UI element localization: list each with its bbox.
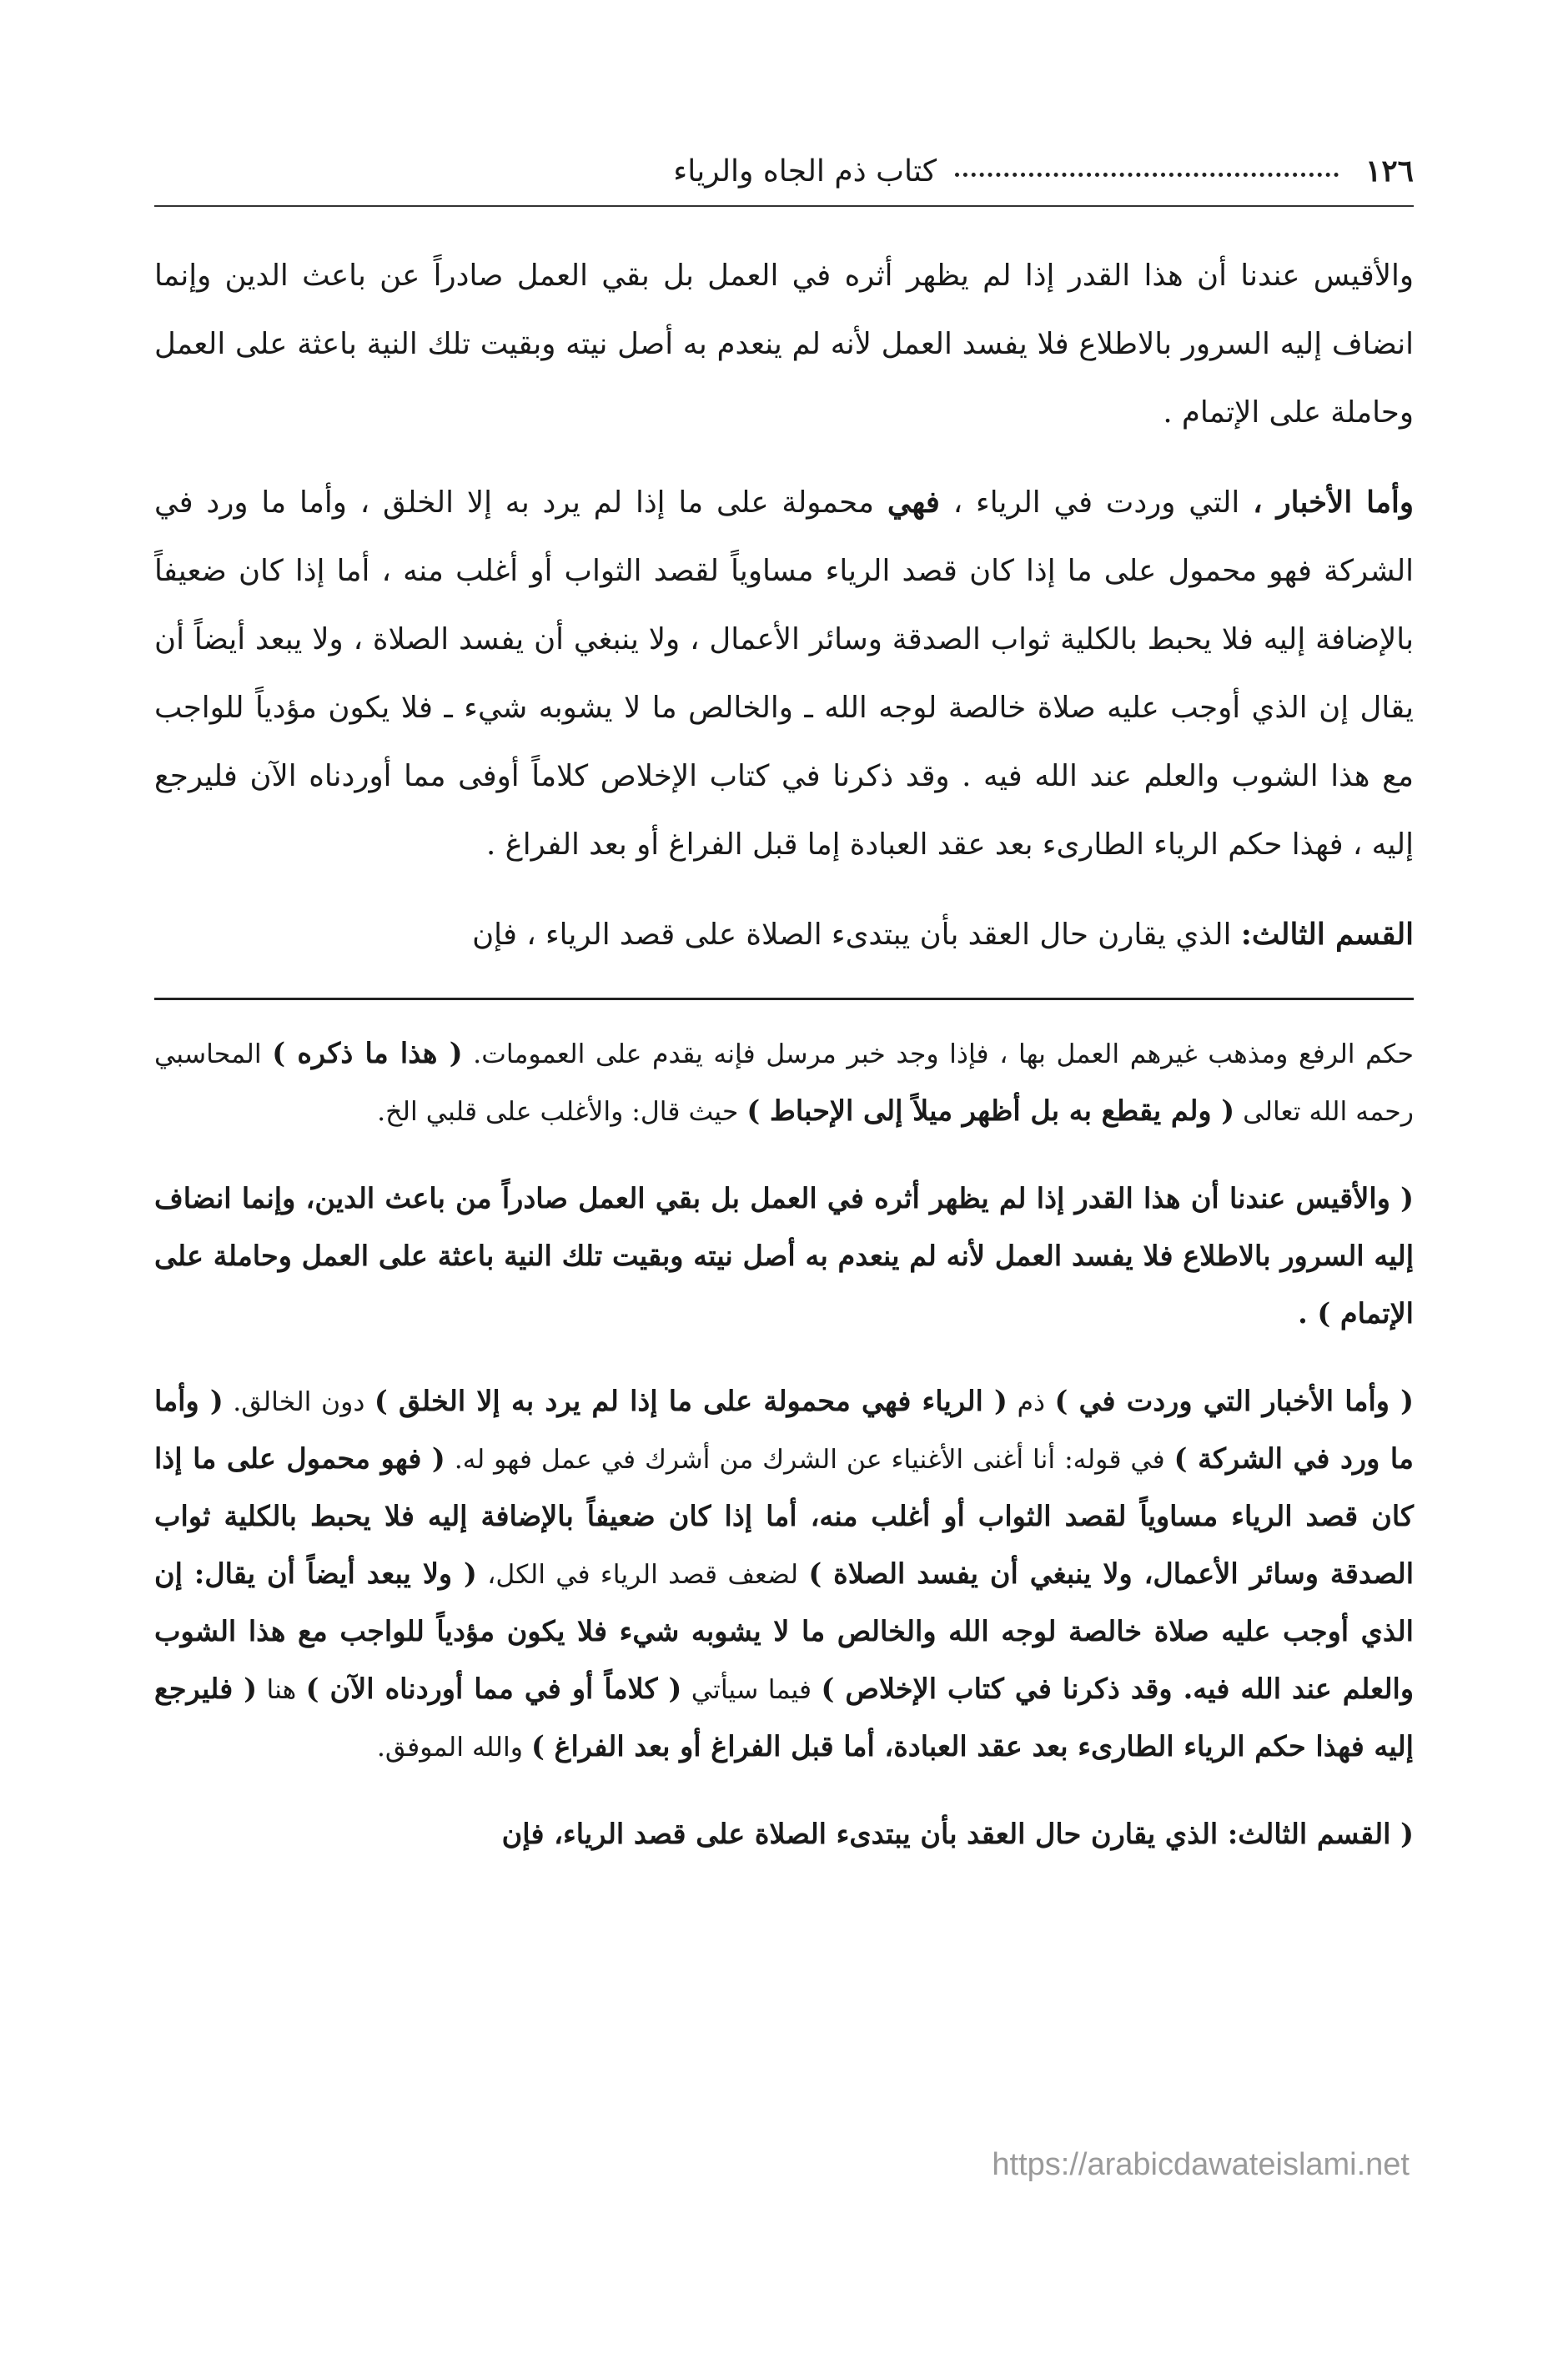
text-run: والأقيس عندنا أن هذا القدر إذا لم يظهر أثره في العمل بل بقي العمل صادراً عن باعث الدين وإنما انضاف إليه السرور بالاطلاع فلا يفسد العمل لأنه لم ينعدم به أصل نيته وبقيت تلك النية باعثة على العمل وحاملة على الإتمام . [154,259,1414,430]
bold-text-run: القسم الثالث: [1240,918,1414,952]
bold-text-run: ( فهو محمول على ما إذا كان قصد الرياء مساوياً لقصد الثواب أو أغلب منه، أما إذا كان ضعيفاً بالإضافة إليه فلا يحبط بالكلية ثواب الصدقة وسائر الأعمال، ولا ينبغي أن يفسد الصلاة ) [154,1442,1414,1590]
bold-text-run: ( وأما ما ورد في الشركة ) [154,1385,1414,1475]
main-paragraph [154,469,1414,879]
text-run: فيما سيأتي [681,1675,822,1705]
page-header [154,142,1414,200]
text-run: ذم [1007,1387,1055,1417]
text-run: هنا [257,1675,306,1705]
text-run: والله الموفق. [376,1733,531,1763]
page-number: ١٢٦ [1364,153,1414,189]
running-title: كتاب ذم الجاه والرياء [673,153,937,189]
commentary-paragraph [154,1373,1414,1776]
bold-text-run: ( كلاماً أو في مما أوردناه الآن ) [305,1672,682,1705]
commentary-paragraph [154,1025,1414,1140]
text-run: الذي يقارن حال العقد بأن يبتدىء الصلاة على قصد الرياء ، فإن [472,918,1241,952]
header-rule [154,205,1414,207]
bold-text-run: ( فليرجع إليه فهذا حكم الرياء الطارىء بعد عقد العبادة، أما قبل الفراغ أو بعد الفراغ ) [154,1672,1414,1763]
commentary-paragraph [154,1170,1414,1343]
header-dot-leader [955,173,1339,177]
bold-text-run: ( الرياء فهي محمولة على ما إذا لم يرد به إلا الخلق ) [374,1385,1008,1417]
main-text [154,242,1414,969]
text-run: دون الخالق. [223,1387,374,1417]
bold-text-run: ( هذا ما ذكره ) [272,1037,463,1069]
text-run: المحاسبي رحمه الله تعالى [154,1039,1414,1127]
text-run: في قوله: أنا أغنى الأغنياء عن الشرك من أشرك في عمل فهو له. [445,1445,1174,1475]
text-run: محمولة على ما إذا لم يرد به إلا الخلق ، وأما ما ورد في الشركة فهو محمول على ما إذا كان قصد الرياء مساوياً لقصد الثواب أو أغلب منه ، أما إذا كان ضعيفاً بالإضافة إليه فلا يحبط بالكلية ثواب الصدقة وسائر الأعمال ، ولا ينبغي أن يفسد الصلاة ، ولا يبعد أيضاً أن يقال إن الذي أوجب عليه صلاة خالصة لوجه الله ـ والخالص ما لا يشوبه شيء ـ فلا يكون مؤدياً للواجب مع هذا الشوب والعلم عند الله فيه . وقد ذكرنا في كتاب الإخلاص كلاماً أوفى مما أوردناه الآن فليرجع إليه ، فهذا حكم الرياء الطارىء بعد عقد العبادة إما قبل الفراغ أو بعد الفراغ . [154,485,1414,862]
bold-text-run: وأما الأخبار ، [1253,485,1414,520]
text-run: حيث قال: والأغلب على قلبي الخ. [377,1097,747,1127]
bold-text-run: ( ولم يقطع به بل أظهر ميلاً إلى الإحباط ) [746,1094,1235,1127]
main-paragraph [154,901,1414,969]
watermark-url: https://arabicdawateislami.net [992,2147,1410,2182]
bold-text-run: ( وأما الأخبار التي وردت في ) [1054,1385,1414,1417]
commentary [154,1025,1414,1864]
text-run: حكم الرفع ومذهب غيرهم العمل بها ، فإذا وجد خبر مرسل فإنه يقدم على العمومات. [462,1039,1414,1069]
footnote-divider [154,998,1414,1000]
text-run: التي وردت في الرياء ، [939,485,1254,520]
bold-text-run: ( ولا يبعد أيضاً أن يقال: إن الذي أوجب عليه صلاة خالصة لوجه الله والخالص ما لا يشوبه شيء فلا يكون مؤدياً للواجب مع هذا الشوب والعلم عند الله فيه. وقد ذكرنا في كتاب الإخلاص ) [154,1557,1415,1705]
commentary-paragraph [154,1806,1414,1864]
bold-text-run: ( القسم الثالث: الذي يقارن حال العقد بأن يبتدىء الصلاة على قصد الرياء، فإن [501,1818,1414,1850]
bold-text-run: ( والأقيس عندنا أن هذا القدر إذا لم يظهر أثره في العمل بل بقي العمل صادراً من باعث الدين، وإنما انضاف إليه السرور بالاطلاع فلا يفسد العمل لأنه لم ينعدم به أصل نيته وبقيت تلك النية باعثة على العمل وحاملة على الإتمام ) . [154,1182,1414,1330]
bold-text-run: فهي [887,485,940,520]
book-page [154,142,1414,1894]
main-paragraph [154,242,1414,447]
text-run: لضعف قصد الرياء في الكل، [476,1560,809,1590]
